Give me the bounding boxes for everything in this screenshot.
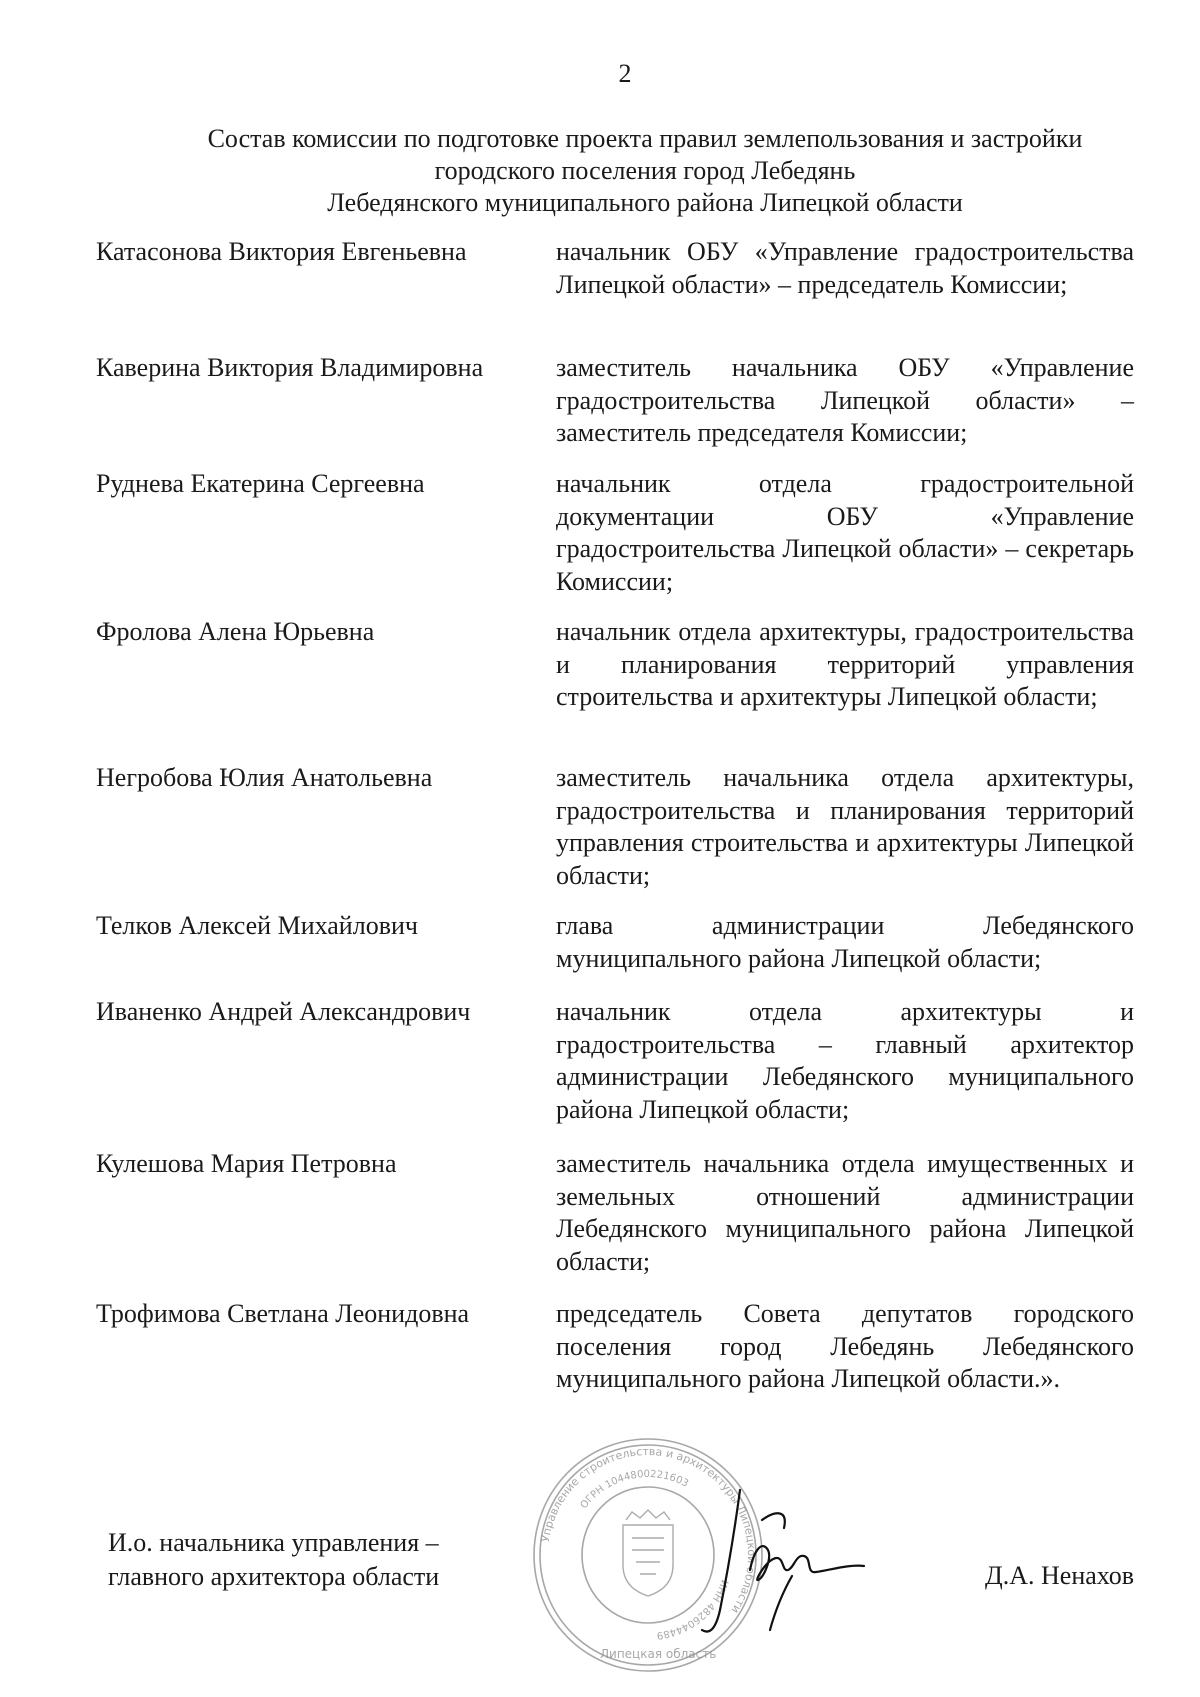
member-name: Телков Алексей Михайлович xyxy=(96,911,418,940)
member-role: начальник отдела архитектуры и градостроительства – главный архитектор администрации Лебедянского муниципального района Липецкой области; xyxy=(556,997,1134,1124)
position-line-2: главного архитектора области xyxy=(108,1562,440,1591)
member-name: Катасонова Виктория Евгеньевна xyxy=(96,237,467,266)
signature-position xyxy=(108,1526,439,1594)
member-name: Иваненко Андрей Александрович xyxy=(96,997,471,1026)
member-role: начальник ОБУ «Управление градостроительства Липецкой области» – председатель Комиссии; xyxy=(556,237,1134,299)
document-title xyxy=(150,123,1140,219)
member-name: Трофимова Светлана Леонидовна xyxy=(96,1299,470,1328)
signer-name: Д.А. Ненахов xyxy=(985,1561,1135,1590)
position-line-1: И.о. начальника управления – xyxy=(108,1528,439,1557)
handwritten-signature xyxy=(680,1480,870,1640)
member-name: Негробова Юлия Анатольевна xyxy=(96,763,433,792)
member-role: начальник отдела архитектуры, градостроительства и планирования территорий управления строительства и архитектуры Липецкой области; xyxy=(556,617,1134,711)
title-line-1: Состав комиссии по подготовке проекта правил землепользования и застройки xyxy=(207,124,1083,153)
title-line-3: Лебедянского муниципального района Липецкой области xyxy=(327,188,963,217)
member-role: начальник отдела градостроительной документации ОБУ «Управление градостроительства Липецкой области» – секретарь Комиссии; xyxy=(556,469,1134,596)
seal-region-text: Липецкая область xyxy=(600,1647,717,1661)
seal-org-text: Управление строительства и архитектуры Липецкой области xyxy=(538,1444,759,1616)
member-name: Руднева Екатерина Сергеевна xyxy=(96,469,425,498)
seal-inn-text: ИНН 4826044489 xyxy=(655,1578,730,1641)
title-line-2: городского поселения город Лебедянь xyxy=(434,156,856,185)
member-role: заместитель начальника отдела имущественных и земельных отношений администрации Лебедянского муниципального района Липецкой области; xyxy=(556,1149,1134,1276)
member-name: Кулешова Мария Петровна xyxy=(96,1149,397,1178)
page-number: 2 xyxy=(618,59,632,88)
member-role: председатель Совета депутатов городского поселения город Лебедянь Лебедянского муниципального района Липецкой области.». xyxy=(556,1299,1134,1393)
member-role: глава администрации Лебедянского муниципального района Липецкой области; xyxy=(556,911,1134,973)
coat-of-arms-icon xyxy=(623,1510,673,1596)
member-name: Каверина Виктория Владимировна xyxy=(96,353,484,382)
member-role: заместитель начальника ОБУ «Управление градостроительства Липецкой области» – заместитель председателя Комиссии; xyxy=(556,353,1134,447)
member-name: Фролова Алена Юрьевна xyxy=(96,617,375,646)
member-role: заместитель начальника отдела архитектуры, градостроительства и планирования территорий управления строительства и архитектуры Липецкой области; xyxy=(556,763,1134,890)
seal-ogrn-text: ОГРН 1044800221603 xyxy=(578,1468,691,1511)
